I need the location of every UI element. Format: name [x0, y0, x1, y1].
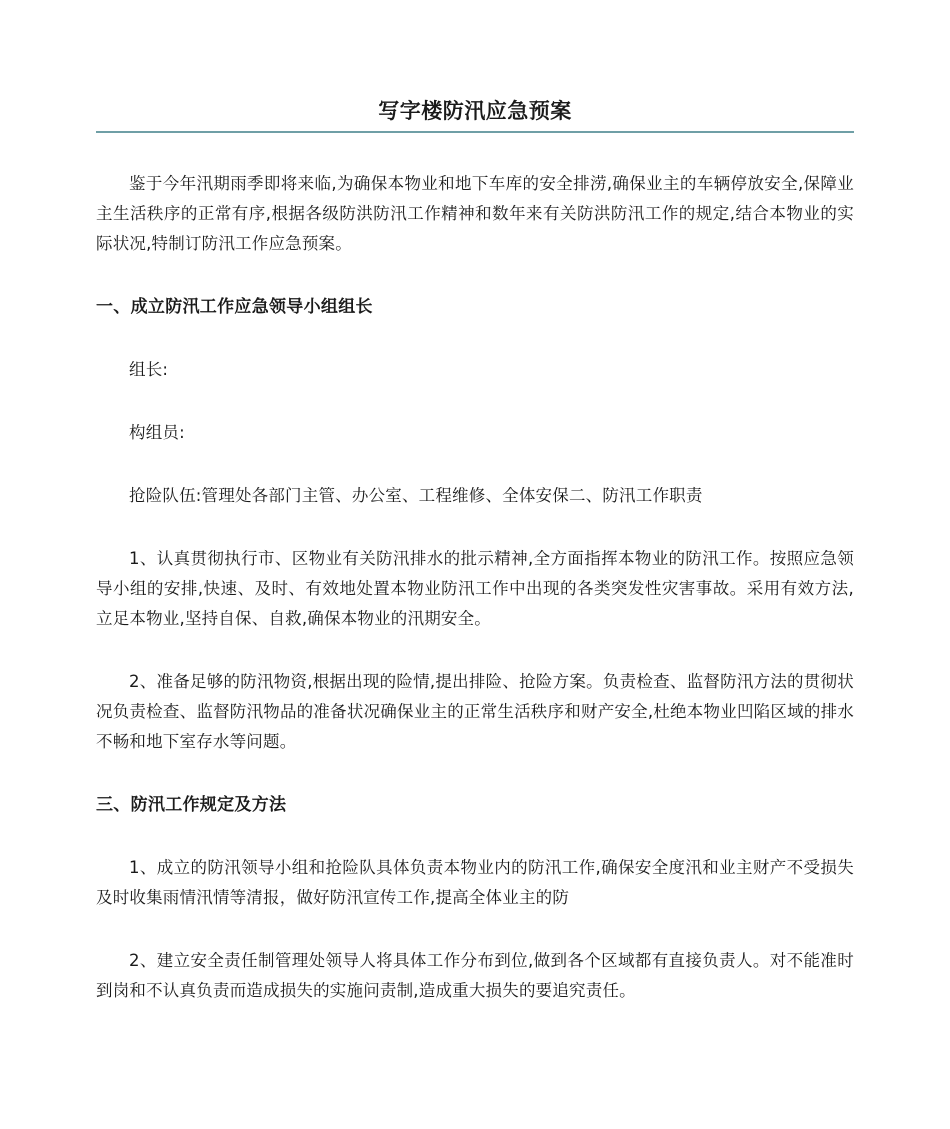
rule-paragraph-1: 1、成立的防汛领导小组和抢险队具体负责本物业内的防汛工作,确保安全度汛和业主财产不受损失及时收集雨情汛情等清报，做好防汛宣传工作,提高全体业主的防: [96, 858, 854, 907]
section1-heading: 一、成立防汛工作应急领导小组组长: [96, 297, 373, 317]
members-line: 构组员:: [129, 423, 185, 442]
spacer: [96, 385, 854, 418]
spacer: [96, 448, 854, 481]
spacer: [96, 820, 854, 853]
intro-paragraph: 鉴于今年汛期雨季即将来临,为确保本物业和地下车库的安全排涝,确保业主的车辆停放安全,保障业主生活秩序的正常有序,根据各级防洪防汛工作精神和数年来有关防洪防汛工作的规定,结合本物业的实际状况,特制订防汛工作应急预案。: [96, 174, 854, 253]
spacer: [96, 913, 854, 946]
duty-paragraph-2: 2、准备足够的防汛物资,根据出现的险情,提出排险、抢险方案。负责检查、监督防汛方法的贯彻状况负责检查、监督防汛物品的准备状况确保业主的正常生活秩序和财产安全,杜绝本物业凹陷区域的排水不畅和地下室存水等问题。: [96, 672, 854, 751]
rescue-team-line: 抢险队伍:管理处各部门主管、办公室、工程维修、全体安保二、防汛工作职责: [129, 486, 703, 505]
spacer: [96, 757, 854, 790]
section3-heading: 三、防汛工作规定及方法: [96, 795, 287, 815]
title-divider: [96, 131, 854, 133]
spacer: [96, 322, 854, 355]
spacer: [96, 259, 854, 292]
document-title: 写字楼防汛应急预案: [378, 99, 572, 123]
duty-paragraph-1: 1、认真贯彻执行市、区物业有关防汛排水的批示精神,全方面指挥本物业的防汛工作。按照应急领导小组的安排,快速、及时、有效地处置本物业防汛工作中出现的各类突发性灾害事故。采用有效方法,立足本物业,坚持自保、自救,确保本物业的汛期安全。: [96, 549, 854, 628]
rule-paragraph-2: 2、建立安全责任制管理处领导人将具体工作分布到位,做到各个区域都有直接负责人。对不能准时到岗和不认真负责而造成损失的实施问责制,造成重大损失的要追究责任。: [96, 951, 854, 1000]
spacer: [96, 634, 854, 667]
spacer: [96, 511, 854, 544]
leader-line: 组长:: [129, 360, 169, 379]
